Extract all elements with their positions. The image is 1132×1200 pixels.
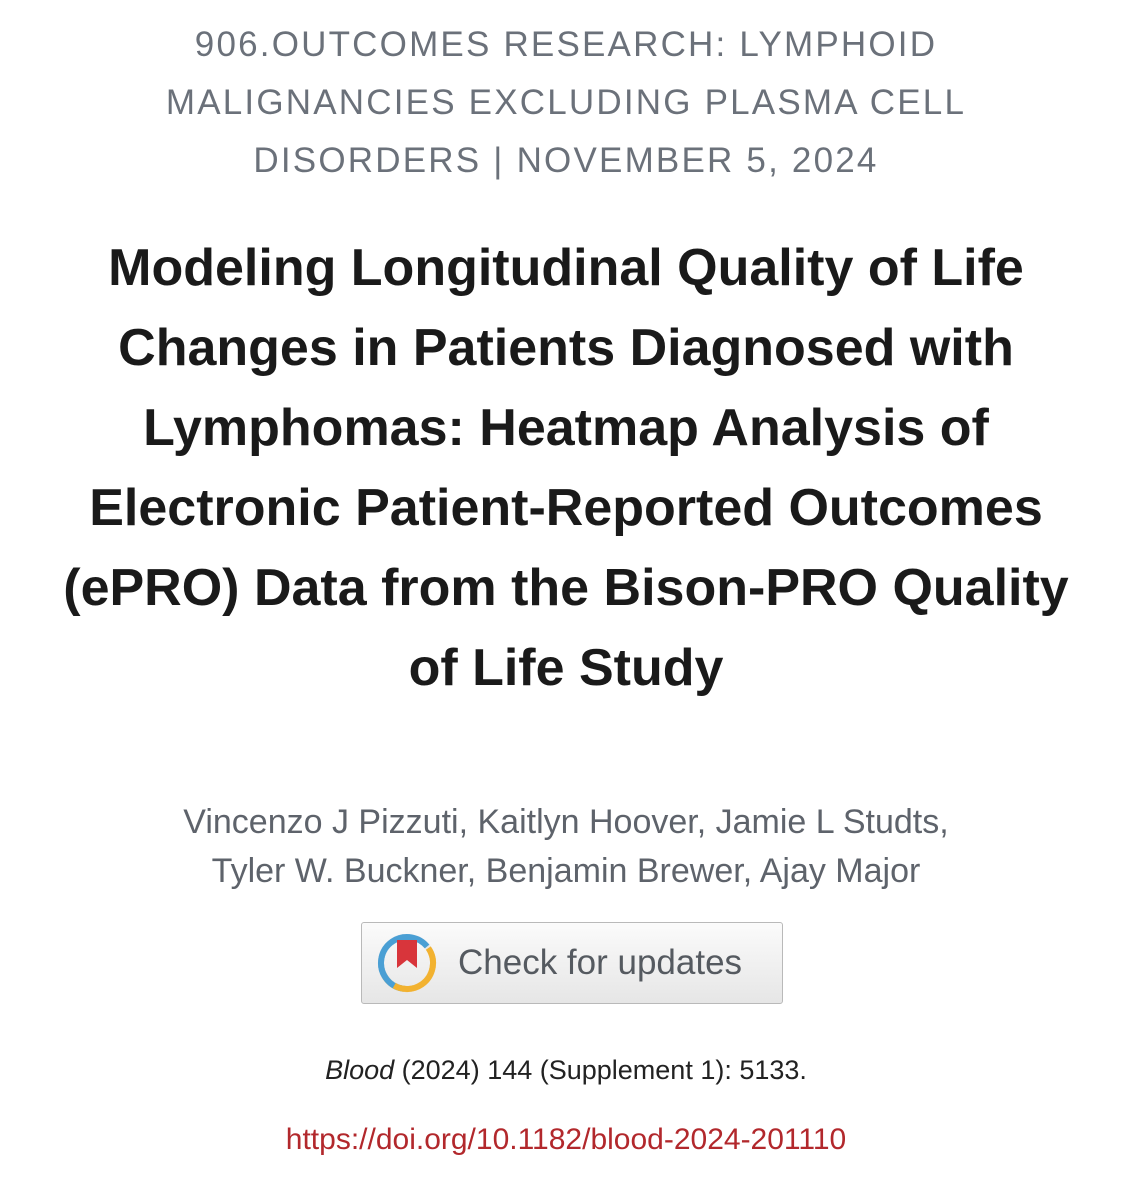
- doi-link[interactable]: https://doi.org/10.1182/blood-2024-201110: [285, 1123, 847, 1156]
- article-title: Modeling Longitudinal Quality of Life Changes in Patients Diagnosed with Lymphomas: Heatmap Analysis of Electronic Patient-Reported Outcomes (ePRO) Data from the Bison-PRO Quality of Life Study: [63, 239, 1069, 697]
- author-link[interactable]: Benjamin Brewer: [485, 852, 743, 890]
- author-link[interactable]: Ajay Major: [759, 852, 921, 890]
- publication-date: NOVEMBER 5, 2024: [516, 141, 879, 180]
- journal-name: Blood: [325, 1055, 395, 1085]
- author-link[interactable]: Tyler W. Buckner: [211, 852, 467, 890]
- category-line-2: MALIGNANCIES EXCLUDING PLASMA CELL: [165, 83, 967, 122]
- author-list: Vincenzo J Pizzuti, Kaitlyn Hoover, Jamie L Studts, Tyler W. Buckner, Benjamin Brewer, Ajay Major: [183, 803, 949, 890]
- citation-details: (2024) 144 (Supplement 1): 5133.: [394, 1055, 807, 1085]
- crossmark-icon: [376, 932, 438, 994]
- category-line-1: 906.OUTCOMES RESEARCH: LYMPHOID: [194, 25, 938, 64]
- category-line-3: DISORDERS: [253, 141, 482, 180]
- author-link[interactable]: Vincenzo J Pizzuti: [183, 803, 459, 841]
- check-for-updates-button[interactable]: [361, 922, 783, 1004]
- author-link[interactable]: Kaitlyn Hoover: [477, 803, 697, 841]
- category-date-line: [60, 16, 1072, 190]
- author-link[interactable]: Jamie L Studts: [715, 803, 940, 841]
- category-separator: |: [493, 141, 505, 180]
- citation: [60, 1052, 1072, 1088]
- check-for-updates-label: Check for updates: [458, 943, 743, 982]
